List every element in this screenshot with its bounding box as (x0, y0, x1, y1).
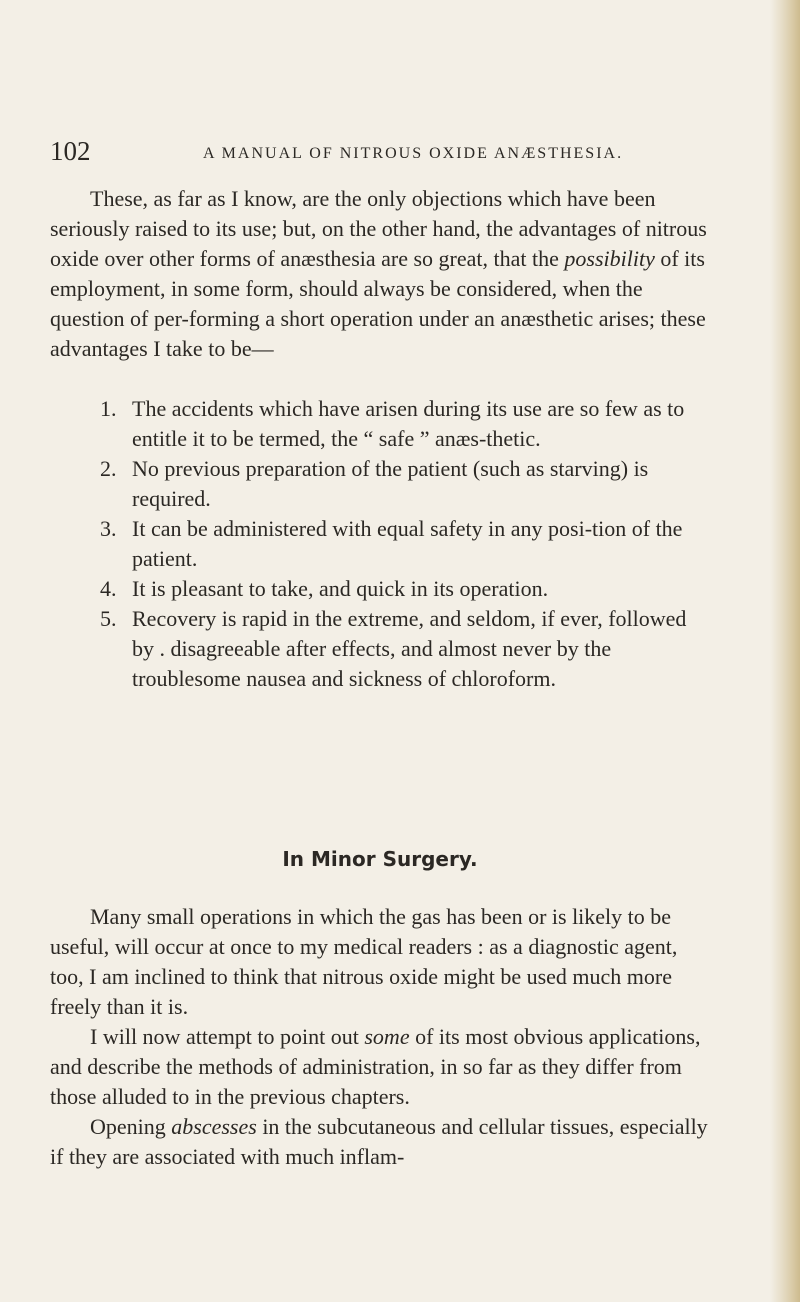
intro-text-start: These, as far as I know, are the only objections which have been seriously raised to its use; but, on the other hand, the advantages of nitrous oxide over other forms of anæsthesia are so great, that the (50, 186, 707, 271)
abscesses-emphasis: abscesses (171, 1114, 257, 1139)
page-number: 102 (50, 136, 91, 166)
applications-text-start: I will now attempt to point out (90, 1024, 359, 1049)
list-item (50, 394, 710, 454)
list-item-number: 2. (100, 456, 117, 481)
list-item-text: It is pleasant to take, and quick in its operation. (132, 576, 549, 601)
minor-surgery-section (50, 902, 710, 1172)
applications-emphasis: some (364, 1024, 410, 1049)
page-edge-shadow (770, 0, 800, 1302)
paragraph-applications (50, 1022, 710, 1112)
list-item-number: 4. (100, 576, 117, 601)
intro-emphasis: possibility (564, 246, 655, 271)
list-item-text: The accidents which have arisen during its use are so few as to entitle it to be termed, the “ safe ” anæs-thetic. (132, 396, 685, 451)
list-item (50, 514, 710, 574)
list-item-text: It can be administered with equal safety in any posi-tion of the patient. (132, 516, 683, 571)
list-item-text: Recovery is rapid in the extreme, and seldom, if ever, followed by . disagreeable after effects, and almost never by the troublesome nausea and sickness of chloroform. (132, 606, 687, 691)
list-item-number: 1. (100, 396, 117, 421)
section-heading: In Minor Surgery. (282, 847, 478, 871)
advantages-list (50, 394, 710, 694)
applications-text-end: of its most obvious applications, and describe the methods of administration, in so far as they differ from those alluded to in the previous chapters. (50, 1024, 701, 1109)
paragraph-diagnostic: Many small operations in which the gas has been or is likely to be useful, will occur at once to my medical readers : as a diagnostic agent, too, I am inclined to think that nitrous oxide might be used much more freely than it is. (50, 904, 678, 1019)
abscesses-text-start: Opening (90, 1114, 166, 1139)
list-item-text: No previous preparation of the patient (such as starving) is required. (132, 456, 649, 511)
running-head-title: A MANUAL OF NITROUS OXIDE ANÆSTHESIA. (203, 145, 624, 162)
list-item (50, 454, 710, 514)
list-item-number: 5. (100, 606, 117, 631)
list-item-number: 3. (100, 516, 117, 541)
abscesses-text-end: in the subcutaneous and cellular tissues, especially if they are associated with much inflam- (50, 1114, 708, 1169)
intro-paragraph (50, 184, 710, 364)
intro-text-end: of its employment, in some form, should always be considered, when the question of per-forming a short operation under an anæsthetic arises; these advantages I take to be— (50, 246, 706, 361)
paragraph-abscesses (50, 1112, 710, 1172)
list-item (50, 604, 710, 694)
list-item (50, 574, 710, 604)
running-head (50, 136, 710, 170)
